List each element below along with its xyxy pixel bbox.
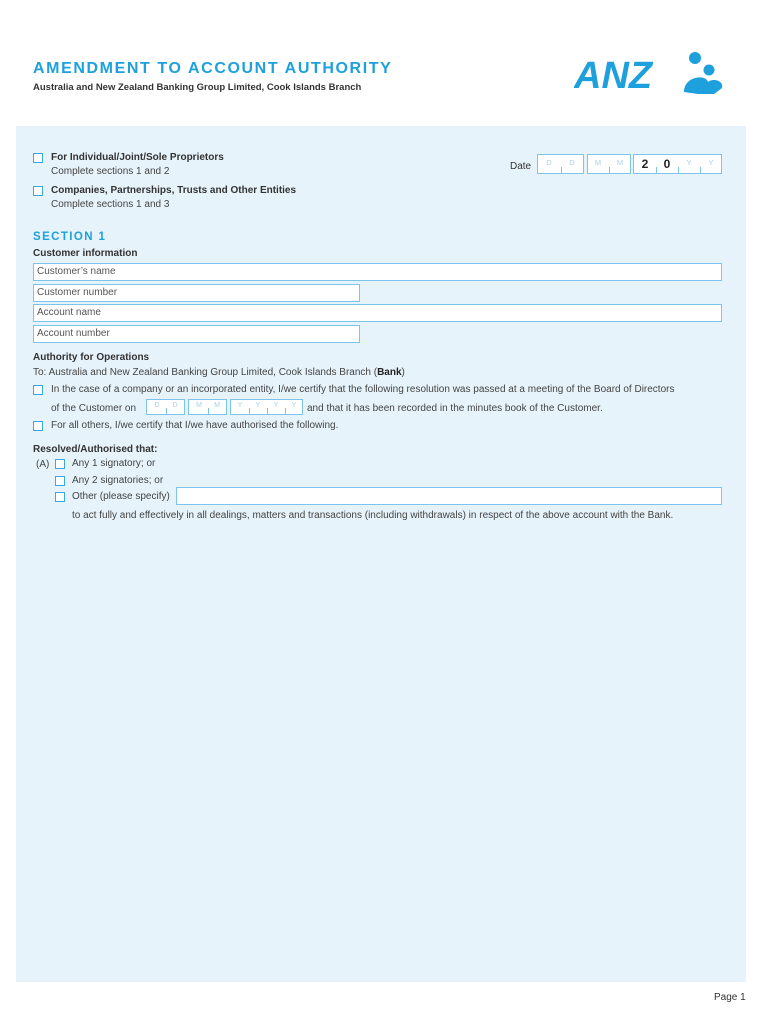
slot-divider <box>267 408 268 414</box>
any-1-signatory-checkbox[interactable] <box>55 459 65 469</box>
year-slot-4: Y <box>291 402 297 409</box>
month-slot-2: M <box>214 402 220 409</box>
slot-divider <box>561 167 562 173</box>
others-text: For all others, I/we certify that I/we have authorised the following. <box>51 420 339 431</box>
slot-divider <box>609 167 610 173</box>
year-slot-3: Y <box>686 158 692 167</box>
other-specify-checkbox[interactable] <box>55 492 65 502</box>
authority-heading: Authority for Operations <box>33 352 150 363</box>
resolved-heading: Resolved/Authorised that: <box>33 444 158 455</box>
account-number-field[interactable]: Account number <box>33 325 360 343</box>
form-title: AMENDMENT TO ACCOUNT AUTHORITY <box>33 60 393 77</box>
companies-option-hint: Complete sections 1 and 3 <box>51 199 170 210</box>
other-specify-field[interactable] <box>176 487 722 505</box>
slot-divider <box>166 408 167 414</box>
slot-divider <box>208 408 209 414</box>
day-slot-2: D <box>172 402 178 409</box>
authority-to-line: To: Australia and New Zealand Banking Group Limited, Cook Islands Branch (Bank) <box>33 367 405 378</box>
year-slot-3: Y <box>273 402 279 409</box>
company-resolution-checkbox[interactable] <box>33 385 43 395</box>
day-slot-1: D <box>546 158 552 167</box>
resolved-marker: (A) <box>36 459 50 470</box>
account-name-field[interactable]: Account name <box>33 304 722 322</box>
slot-divider <box>678 167 679 173</box>
day-slot-1: D <box>154 402 160 409</box>
company-resolution-text: In the case of a company or an incorporated entity, I/we certify that the following resolution was passed at a meeting of the Board of Directors <box>51 384 675 395</box>
year-digit-2: 0 <box>663 157 671 171</box>
year-slot-1: Y <box>237 402 243 409</box>
individual-checkbox[interactable] <box>33 153 43 163</box>
month-slot-2: M <box>616 158 624 167</box>
date-month-field[interactable] <box>587 154 631 174</box>
customer-info-heading: Customer information <box>33 248 138 259</box>
slot-divider <box>285 408 286 414</box>
slot-divider <box>700 167 701 173</box>
slot-divider <box>656 167 657 173</box>
meeting-day-field[interactable] <box>146 399 185 415</box>
anz-logo <box>574 48 724 96</box>
logo-text: ANZ <box>574 55 653 96</box>
companies-checkbox[interactable] <box>33 186 43 196</box>
year-slot-2: Y <box>255 402 261 409</box>
month-slot-1: M <box>594 158 602 167</box>
companies-option-label: Companies, Partnerships, Trusts and Other Entities <box>51 185 297 196</box>
date-day-field[interactable] <box>537 154 584 174</box>
individual-option-label: For Individual/Joint/Sole Proprietors <box>51 152 224 163</box>
people-icon <box>684 52 722 94</box>
page-number: Page 1 <box>714 992 746 1003</box>
act-fully-text: to act fully and effectively in all dealings, matters and transactions (including withdrawals) in respect of the above account with the Bank. <box>72 510 674 521</box>
any-2-signatories-label: Any 2 signatories; or <box>72 475 164 486</box>
meeting-year-field[interactable] <box>230 399 303 415</box>
any-1-signatory-label: Any 1 signatory; or <box>72 458 156 469</box>
day-slot-2: D <box>569 158 575 167</box>
customer-number-field[interactable]: Customer number <box>33 284 360 302</box>
meeting-month-field[interactable] <box>188 399 227 415</box>
customer-on-label: of the Customer on <box>51 403 137 414</box>
date-label: Date <box>510 161 532 172</box>
month-slot-1: M <box>196 402 202 409</box>
form-subtitle: Australia and New Zealand Banking Group Limited, Cook Islands Branch <box>33 82 362 93</box>
any-2-signatories-checkbox[interactable] <box>55 476 65 486</box>
other-specify-label: Other (please specify) <box>72 491 170 502</box>
slot-divider <box>249 408 250 414</box>
section-1-heading: SECTION 1 <box>33 231 107 243</box>
minutes-book-text: and that it has been recorded in the minutes book of the Customer. <box>307 403 603 414</box>
year-digit-1: 2 <box>641 157 649 171</box>
customer-name-field[interactable]: Customer’s name <box>33 263 722 281</box>
date-year-field[interactable] <box>633 154 722 174</box>
year-slot-4: Y <box>708 158 714 167</box>
others-checkbox[interactable] <box>33 421 43 431</box>
individual-option-hint: Complete sections 1 and 2 <box>51 166 170 177</box>
